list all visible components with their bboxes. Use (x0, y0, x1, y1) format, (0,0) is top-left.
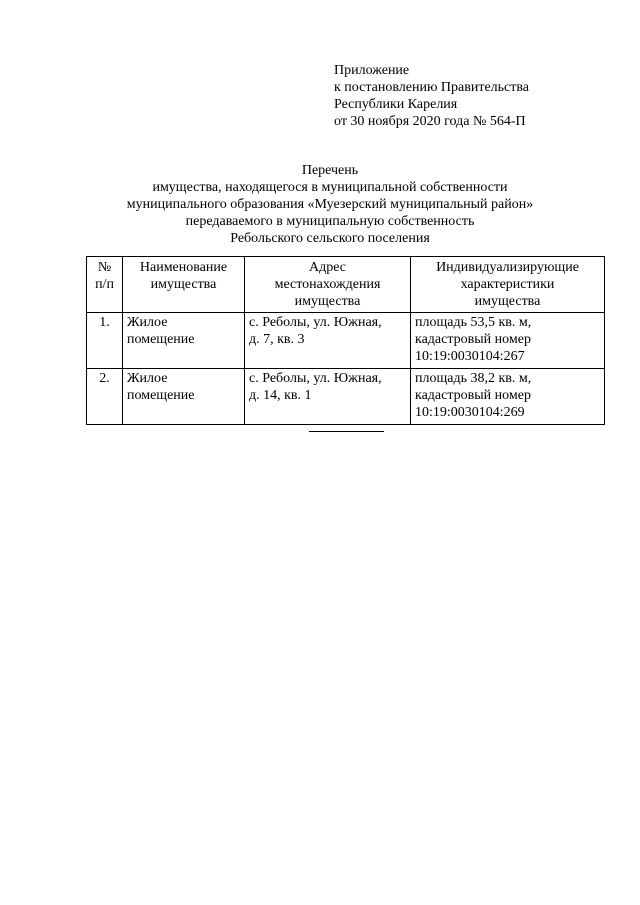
property-address: с. Реболы, ул. Южная, (249, 315, 382, 330)
header-text: имущества (294, 294, 361, 309)
appendix-block (334, 62, 624, 130)
property-name: Жилое (127, 371, 168, 386)
property-name: Жилое (127, 315, 168, 330)
header-address (245, 257, 411, 313)
title-line: передаваемого в муниципальную собственность (185, 214, 475, 229)
row-number: 1. (99, 315, 110, 330)
document-title (60, 162, 600, 247)
header-text: п/п (95, 277, 114, 292)
property-characteristic: 10:19:0030104:269 (415, 405, 525, 420)
property-address: д. 14, кв. 1 (249, 388, 312, 403)
header-text: № (97, 260, 112, 275)
appendix-line: Республики Карелия (334, 97, 458, 112)
end-divider (309, 431, 384, 432)
appendix-line: к постановлению Правительства (334, 80, 530, 95)
property-characteristic: кадастровый номер (415, 332, 531, 347)
row-number: 2. (99, 371, 110, 386)
property-characteristic: 10:19:0030104:267 (415, 349, 525, 364)
cell-address (245, 369, 411, 425)
property-table (86, 256, 605, 425)
property-name: помещение (127, 388, 195, 403)
title-line: Перечень (301, 163, 359, 178)
title-line: имущества, находящегося в муниципальной собственности (152, 180, 508, 195)
header-text: местонахождения (274, 277, 381, 292)
property-characteristic: площадь 38,2 кв. м, (415, 371, 532, 386)
cell-name (123, 313, 245, 369)
property-name: помещение (127, 332, 195, 347)
header-characteristics (411, 257, 605, 313)
property-address: д. 7, кв. 3 (249, 332, 305, 347)
property-characteristic: кадастровый номер (415, 388, 531, 403)
cell-number (87, 313, 123, 369)
header-text: имущества (474, 294, 541, 309)
property-characteristic: площадь 53,5 кв. м, (415, 315, 532, 330)
cell-name (123, 369, 245, 425)
header-text: Индивидуализирующие (436, 260, 579, 275)
property-address: с. Реболы, ул. Южная, (249, 371, 382, 386)
cell-address (245, 313, 411, 369)
header-text: Адрес (308, 260, 346, 275)
title-line: муниципального образования «Муезерский муниципальный район» (126, 197, 534, 212)
header-name (123, 257, 245, 313)
cell-number (87, 369, 123, 425)
header-text: характеристики (460, 277, 555, 292)
appendix-line: от 30 ноября 2020 года № 564-П (334, 114, 526, 129)
appendix-line: Приложение (334, 63, 410, 78)
header-text: имущества (150, 277, 217, 292)
header-number (87, 257, 123, 313)
title-line: Ребольского сельского поселения (230, 231, 430, 246)
table-row (87, 313, 605, 369)
table-header-row (87, 257, 605, 313)
cell-characteristics (411, 369, 605, 425)
cell-characteristics (411, 313, 605, 369)
table-row (87, 369, 605, 425)
header-text: Наименование (139, 260, 228, 275)
